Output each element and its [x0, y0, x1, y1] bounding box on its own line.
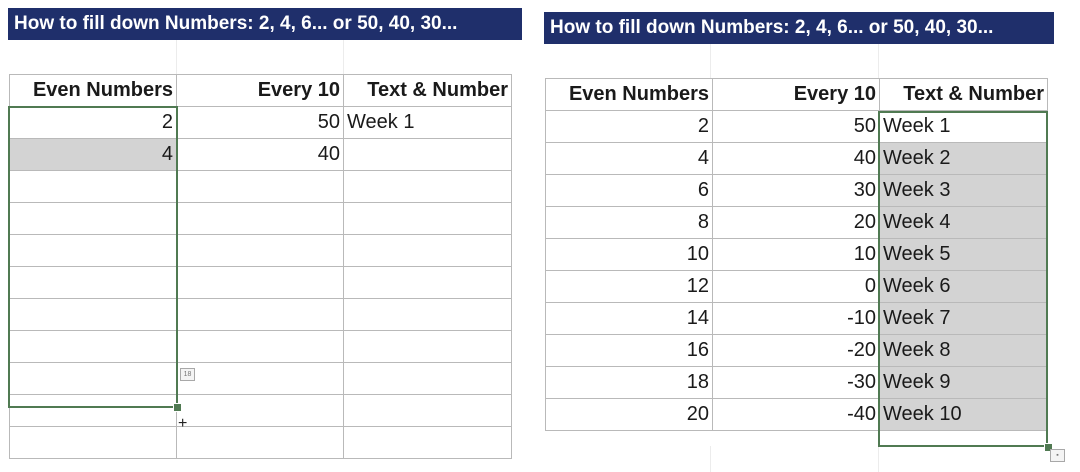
cell[interactable]: 14 — [546, 303, 713, 335]
cell[interactable]: Week 5 — [880, 239, 1048, 271]
cell[interactable]: 6 — [546, 175, 713, 207]
fill-handle[interactable] — [173, 403, 182, 412]
table-row — [10, 171, 512, 203]
autofill-options-icon[interactable]: ▪ — [1050, 449, 1065, 462]
cell[interactable]: 0 — [713, 271, 880, 303]
cell[interactable] — [177, 235, 344, 267]
cell[interactable] — [344, 267, 512, 299]
column-gridline — [710, 44, 711, 78]
cell[interactable] — [177, 267, 344, 299]
title-banner: How to fill down Numbers: 2, 4, 6... or 50, 40, 30... — [8, 8, 522, 40]
cell[interactable] — [10, 203, 177, 235]
cell[interactable] — [177, 171, 344, 203]
table-row — [546, 111, 1048, 143]
cell[interactable]: Week 6 — [880, 271, 1048, 303]
cell[interactable]: 2 — [546, 111, 713, 143]
cell[interactable]: 20 — [546, 399, 713, 431]
cell[interactable] — [344, 299, 512, 331]
table-row — [10, 299, 512, 331]
autofill-options-icon[interactable]: 18 — [180, 368, 195, 381]
header-row — [546, 79, 1048, 111]
table-row — [10, 427, 512, 459]
cell[interactable]: Week 10 — [880, 399, 1048, 431]
cell[interactable]: Week 8 — [880, 335, 1048, 367]
table-row — [546, 207, 1048, 239]
table-row — [546, 303, 1048, 335]
column-header[interactable]: Even Numbers — [546, 79, 713, 111]
table-row — [10, 235, 512, 267]
left-spreadsheet-grid — [9, 74, 512, 459]
cell[interactable]: -30 — [713, 367, 880, 399]
cell[interactable]: 40 — [713, 143, 880, 175]
cell[interactable]: 30 — [713, 175, 880, 207]
cell[interactable]: -10 — [713, 303, 880, 335]
column-gridline — [176, 40, 177, 74]
table-row — [10, 363, 512, 395]
table-row — [10, 139, 512, 171]
cell[interactable] — [344, 203, 512, 235]
header-row — [10, 75, 512, 107]
column-header[interactable]: Text & Number — [880, 79, 1048, 111]
cell[interactable] — [177, 363, 344, 395]
column-header[interactable]: Text & Number — [344, 75, 512, 107]
cell[interactable] — [177, 427, 344, 459]
cell[interactable] — [10, 331, 177, 363]
cell[interactable]: 50 — [713, 111, 880, 143]
cell[interactable]: Week 1 — [880, 111, 1048, 143]
cell[interactable] — [10, 363, 177, 395]
cell[interactable]: 12 — [546, 271, 713, 303]
cell[interactable] — [344, 363, 512, 395]
cell[interactable] — [177, 395, 344, 427]
right-spreadsheet-grid — [545, 78, 1048, 431]
cell[interactable] — [10, 299, 177, 331]
cell[interactable]: Week 1 — [344, 107, 512, 139]
cell[interactable]: Week 7 — [880, 303, 1048, 335]
cell[interactable]: -20 — [713, 335, 880, 367]
table-row — [546, 175, 1048, 207]
column-gridline — [878, 446, 879, 472]
table-row — [10, 267, 512, 299]
cell[interactable]: Week 4 — [880, 207, 1048, 239]
cell[interactable]: Week 3 — [880, 175, 1048, 207]
table-row — [546, 367, 1048, 399]
cell[interactable] — [344, 139, 512, 171]
cell[interactable] — [10, 427, 177, 459]
cell[interactable] — [344, 235, 512, 267]
column-gridline — [710, 446, 711, 472]
cell[interactable]: Week 2 — [880, 143, 1048, 175]
cell[interactable] — [344, 171, 512, 203]
cell[interactable] — [10, 235, 177, 267]
cell[interactable] — [344, 427, 512, 459]
table-row — [10, 203, 512, 235]
table-row — [10, 107, 512, 139]
cell[interactable]: 16 — [546, 335, 713, 367]
cell[interactable]: -40 — [713, 399, 880, 431]
column-gridline — [343, 40, 344, 74]
cell[interactable]: 4 — [10, 139, 177, 171]
cell[interactable]: 20 — [713, 207, 880, 239]
cell[interactable] — [10, 395, 177, 427]
cell[interactable]: 18 — [546, 367, 713, 399]
cell[interactable]: 2 — [10, 107, 177, 139]
cell[interactable] — [10, 171, 177, 203]
table-row — [546, 143, 1048, 175]
cell[interactable] — [344, 395, 512, 427]
column-gridline — [878, 44, 879, 78]
table-row — [546, 271, 1048, 303]
column-header[interactable]: Every 10 — [177, 75, 344, 107]
cursor-plus-icon: + — [178, 415, 188, 432]
table-row — [10, 395, 512, 427]
cell[interactable]: 4 — [546, 143, 713, 175]
cell[interactable]: 50 — [177, 107, 344, 139]
cell[interactable] — [177, 331, 344, 363]
column-header[interactable]: Even Numbers — [10, 75, 177, 107]
column-header[interactable]: Every 10 — [713, 79, 880, 111]
cell[interactable]: 10 — [546, 239, 713, 271]
table-row — [546, 399, 1048, 431]
cell[interactable]: 40 — [177, 139, 344, 171]
table-row — [546, 239, 1048, 271]
cell[interactable]: 8 — [546, 207, 713, 239]
cell[interactable] — [10, 267, 177, 299]
table-row — [546, 335, 1048, 367]
cell[interactable] — [177, 299, 344, 331]
cell[interactable] — [344, 331, 512, 363]
cell[interactable]: Week 9 — [880, 367, 1048, 399]
cell[interactable] — [177, 203, 344, 235]
cell[interactable]: 10 — [713, 239, 880, 271]
table-row — [10, 331, 512, 363]
title-banner: How to fill down Numbers: 2, 4, 6... or 50, 40, 30... — [544, 12, 1054, 44]
